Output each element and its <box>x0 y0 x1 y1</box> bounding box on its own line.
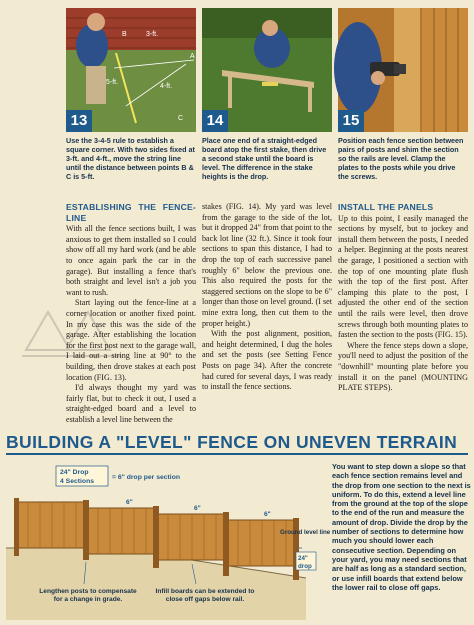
sidebar-explanation: You want to step down a slope so that each fence section remains level and the drop from one section to the next is uniform. To do this, extend a level line from the ground at the top of the slope to the end of the run and measure the amount of drop. Divide the drop by the number of sections to determine how much you should lower each consecutive section. Depending on your yard, you may need sections that are half as long as a standard section, or use infill boards that extend below the lower rail to close off gaps. <box>332 462 471 592</box>
caption-fig13: Use the 3-4-5 rule to establish a square corner. With two sides fixed at 3-ft. and 4-ft., move the string line until the distance between points B & C is 5-ft. <box>66 136 195 181</box>
ground-level-label-text: Ground level line <box>280 529 331 536</box>
section-rule <box>6 453 468 455</box>
diagram-note-left: Lengthen posts to compensate for a change in grade. <box>39 588 137 603</box>
diagram-note-right: Infill boards can be extended to close off gaps below rail. <box>155 588 255 603</box>
fence-section-1 <box>18 502 84 548</box>
photo-fig15 <box>338 8 468 132</box>
col3-paragraph-1: Up to this point, I easily managed the sections by myself, but to jockey and install them between the posts, I needed a helper. Beginning at the posts nearest the garage, I positioned a section with the top of one mounting plate flush with the top of the first post. After clamping this plate to the post, I adjusted the other end of the section until the rails were level, then drove screws through both mounting plates to fasten the section to the posts (FIG. 15). <box>338 213 468 340</box>
fig13-number-badge: 13 <box>66 110 92 132</box>
drop-per-section-label: = 6" drop per section <box>112 474 180 481</box>
article-column-3 <box>338 202 468 394</box>
fig13-label-a: A <box>190 53 195 60</box>
fig14-number-badge: 14 <box>202 110 228 132</box>
col3-paragraph-2: Where the fence steps down a slope, you'll need to adjust the position of the "downhill" mounting plate before you install it on the panel (MOUNTING PLATE STEPS). <box>338 340 468 393</box>
fig13-label-3ft: 3-ft. <box>146 31 159 38</box>
ground-level-label <box>280 529 331 536</box>
fig13-label-5ft: 5-ft. <box>106 79 119 86</box>
caption-fig14: Place one end of a straight-edged board atop the first stake, then drive a second stake until the board is level. The difference in the stake heights is the drop. <box>202 136 327 181</box>
caption-fig15: Position each fence section between pairs of posts and shim the section so the rails are level. Clamp the plates to the posts while you drive the screws. <box>338 136 464 181</box>
col1-paragraph-1: With all the fence sections built, I was anxious to get them installed so I could show off all my hard work (and be able to once again park the car in the garage). But installing a fence that's both straight and level isn't a job you want to rush. <box>66 224 196 297</box>
fence-section-3 <box>158 514 224 560</box>
fence-section-2 <box>88 508 154 554</box>
section-title: BUILDING A "LEVEL" FENCE ON UNEVEN TERRAIN <box>6 432 458 452</box>
fig13-label-b: B <box>122 31 127 38</box>
drop-total-label: 24" Drop <box>60 469 89 476</box>
step-label-1: 6" <box>126 499 133 506</box>
photo-fig14 <box>202 8 332 132</box>
col1-paragraph-3: I'd always thought my yard was fairly flat, but to check it out, I used a straight-edged board and a level to establish a level line between the <box>66 383 196 424</box>
sections-count-label: 4 Sections <box>60 478 94 485</box>
fig15-number-badge: 15 <box>338 110 364 132</box>
step-label-3: 6" <box>264 511 271 518</box>
col1-paragraph-2: Start laying out the fence-line at a corner location or another fixed point. In my case this was the side of the garage. After establishing the location for the first post next to the garage wall, I laid out a string line at 90° to the building, then drove stakes at each post location (FIG. 13). <box>66 298 196 382</box>
article-column-2 <box>202 202 332 393</box>
heading-install-panels: INSTALL THE PANELS <box>338 202 434 212</box>
photo-row <box>66 8 468 132</box>
col2-paragraph-2: With the post alignment, position, and height determined, I dug the holes and set the posts (see Setting Fence Posts on page 34). After the concrete had cured for several days, I was ready to install the fence sections. <box>202 329 332 392</box>
fig13-label-4ft: 4-ft. <box>160 83 173 90</box>
photo-fig13 <box>66 8 196 132</box>
heading-establishing-fence-line: ESTABLISHING THE FENCE-LINE <box>66 202 196 223</box>
col2-paragraph-1: stakes (FIG. 14). My yard was level from the garage to the side of the lot, but it dropped 24" from that point to the back lot line (32 ft.). Since it took four sections to span this distance, I had to drop the top of each successive panel roughly 6" below the previous one. This also required the posts for the staggered sections on the slope to be 6" longer than those on level ground. (I set mine extra long, then cut them to the proper height.) <box>202 202 332 328</box>
article-column-1 <box>66 202 196 425</box>
fig13-label-c: C <box>178 115 184 122</box>
drop-24-value: 24" <box>298 555 308 562</box>
drop-24-unit: drop <box>298 563 312 570</box>
step-label-2: 6" <box>194 505 201 512</box>
fence-section-4 <box>228 520 294 566</box>
